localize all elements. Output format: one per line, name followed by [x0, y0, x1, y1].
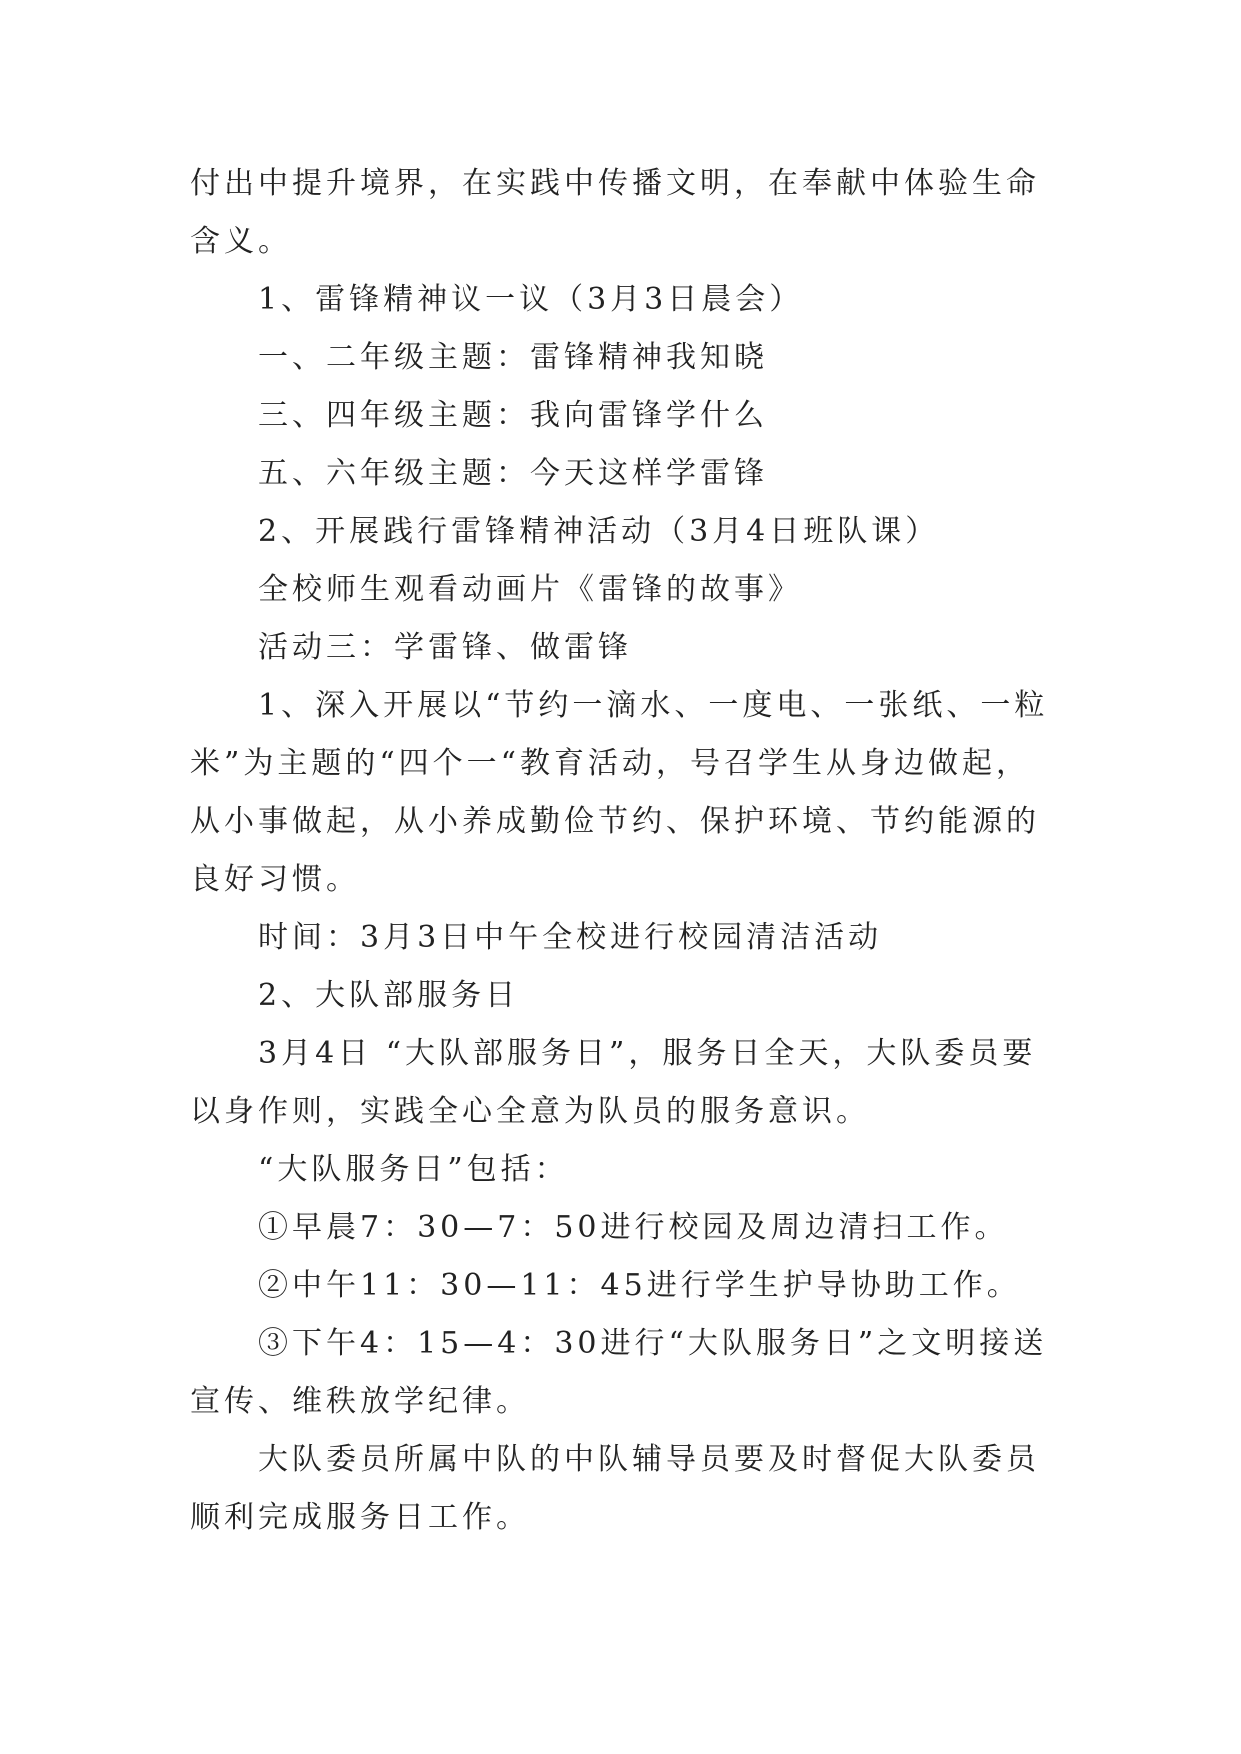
document-body	[190, 155, 1050, 1547]
paragraph-10: 时间：3月3日中午全校进行校园清洁活动	[258, 920, 883, 955]
paragraph-2: 1、雷锋精神议一议（3月3日晨会）	[258, 282, 804, 317]
paragraph-7: 全校师生观看动画片《雷锋的故事》	[258, 572, 802, 607]
paragraph-12: 3月4日 “大队部服务日”，服务日全天，大队委员要以身作则，实践全心全意为队员的服务意识。	[190, 1036, 1037, 1129]
paragraph-5: 五、六年级主题：今天这样学雷锋	[258, 456, 768, 491]
paragraph-14: ①早晨7：30—7：50进行校园及周边清扫工作。	[258, 1210, 1009, 1245]
paragraph-15: ②中午11：30—11：45进行学生护导协助工作。	[258, 1268, 1021, 1303]
paragraph-9: 1、深入开展以“节约一滴水、一度电、一张纸、一粒米”为主题的“四个一“教育活动，号召学生从身边做起，从小事做起，从小养成勤俭节约、保护环境、节约能源的良好习惯。	[190, 688, 1049, 897]
paragraph-17: 大队委员所属中队的中队辅导员要及时督促大队委员顺利完成服务日工作。	[190, 1442, 1040, 1535]
paragraph-13: “大队服务日”包括：	[258, 1152, 569, 1187]
paragraph-4: 三、四年级主题：我向雷锋学什么	[258, 398, 768, 433]
paragraph-3: 一、二年级主题：雷锋精神我知晓	[258, 340, 768, 375]
paragraph-8: 活动三：学雷锋、做雷锋	[258, 630, 632, 665]
paragraph-1: 付出中提升境界，在实践中传播文明，在奉献中体验生命含义。	[190, 166, 1040, 259]
paragraph-11: 2、大队部服务日	[258, 978, 520, 1013]
paragraph-6: 2、开展践行雷锋精神活动（3月4日班队课）	[258, 514, 940, 549]
paragraph-16: ③下午4：15—4：30进行“大队服务日”之文明接送宣传、维秩放学纪律。	[190, 1326, 1048, 1419]
